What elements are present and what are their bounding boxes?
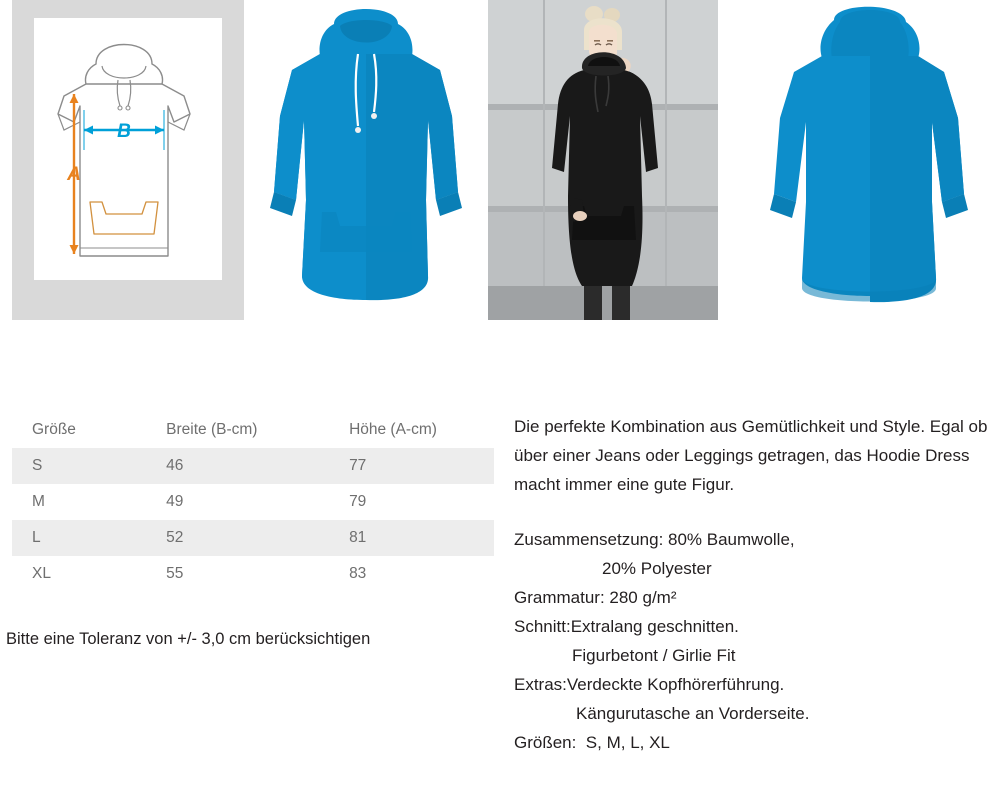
product-image-strip [0,0,1000,322]
cell-size: S [32,457,43,474]
product-photo-front [262,0,470,320]
size-chart-diagram-inner [34,18,222,280]
cell-height: 83 [349,565,367,582]
hoodie-dress-model-black-image [488,0,718,320]
spec-cut: Schnitt:Extralang geschnitten. [514,617,739,636]
product-photo-model [488,0,718,320]
cell-width: 55 [166,565,184,582]
hoodie-outline-icon [34,18,222,280]
cell-width: 49 [166,493,184,510]
table-row [12,520,494,556]
product-photo-back [760,0,982,320]
table-row [12,556,494,592]
spec-extras: Extras:Verdeckte Kopfhörerführung. [514,675,785,694]
cell-size: L [32,529,41,546]
table-row [12,448,494,484]
spec-composition: Zusammensetzung: 80% Baumwolle, [514,530,795,549]
cell-size: M [32,493,45,510]
hoodie-dress-back-blue-image [760,0,982,320]
cell-height: 79 [349,493,367,510]
svg-text:B: B [117,121,131,142]
description-paragraph: Die perfekte Kombination aus Gemütlichkeit und Style. Egal ob über einer Jeans oder Leggings getragen, das Hoodie Dress macht immer eine gute Figur. [514,417,988,494]
cell-size: XL [32,565,51,582]
tolerance-note: Bitte eine Toleranz von +/- 3,0 cm berücksichtigen [6,630,371,648]
table-header-width: Breite (B-cm) [166,421,258,438]
size-table [12,412,494,592]
spec-cut-cont: Figurbetont / Girlie Fit [572,646,736,665]
table-header-row [12,412,494,448]
spec-composition-cont: 20% Polyester [602,559,712,578]
spec-weight: Grammatur: 280 g/m² [514,588,677,607]
cell-height: 81 [349,529,367,546]
cell-width: 52 [166,529,184,546]
table-header-height: Höhe (A-cm) [349,421,437,438]
spec-sizes: Größen: S, M, L, XL [514,733,670,752]
product-description [514,412,992,757]
hoodie-dress-front-blue-image [262,0,470,320]
cell-width: 46 [166,457,184,474]
cell-height: 77 [349,457,367,474]
table-row [12,484,494,520]
svg-text:A: A [67,164,81,185]
size-chart-diagram-panel [12,0,244,320]
table-header-size: Größe [32,421,76,438]
spec-extras-cont: Kängurutasche an Vorderseite. [576,704,810,723]
